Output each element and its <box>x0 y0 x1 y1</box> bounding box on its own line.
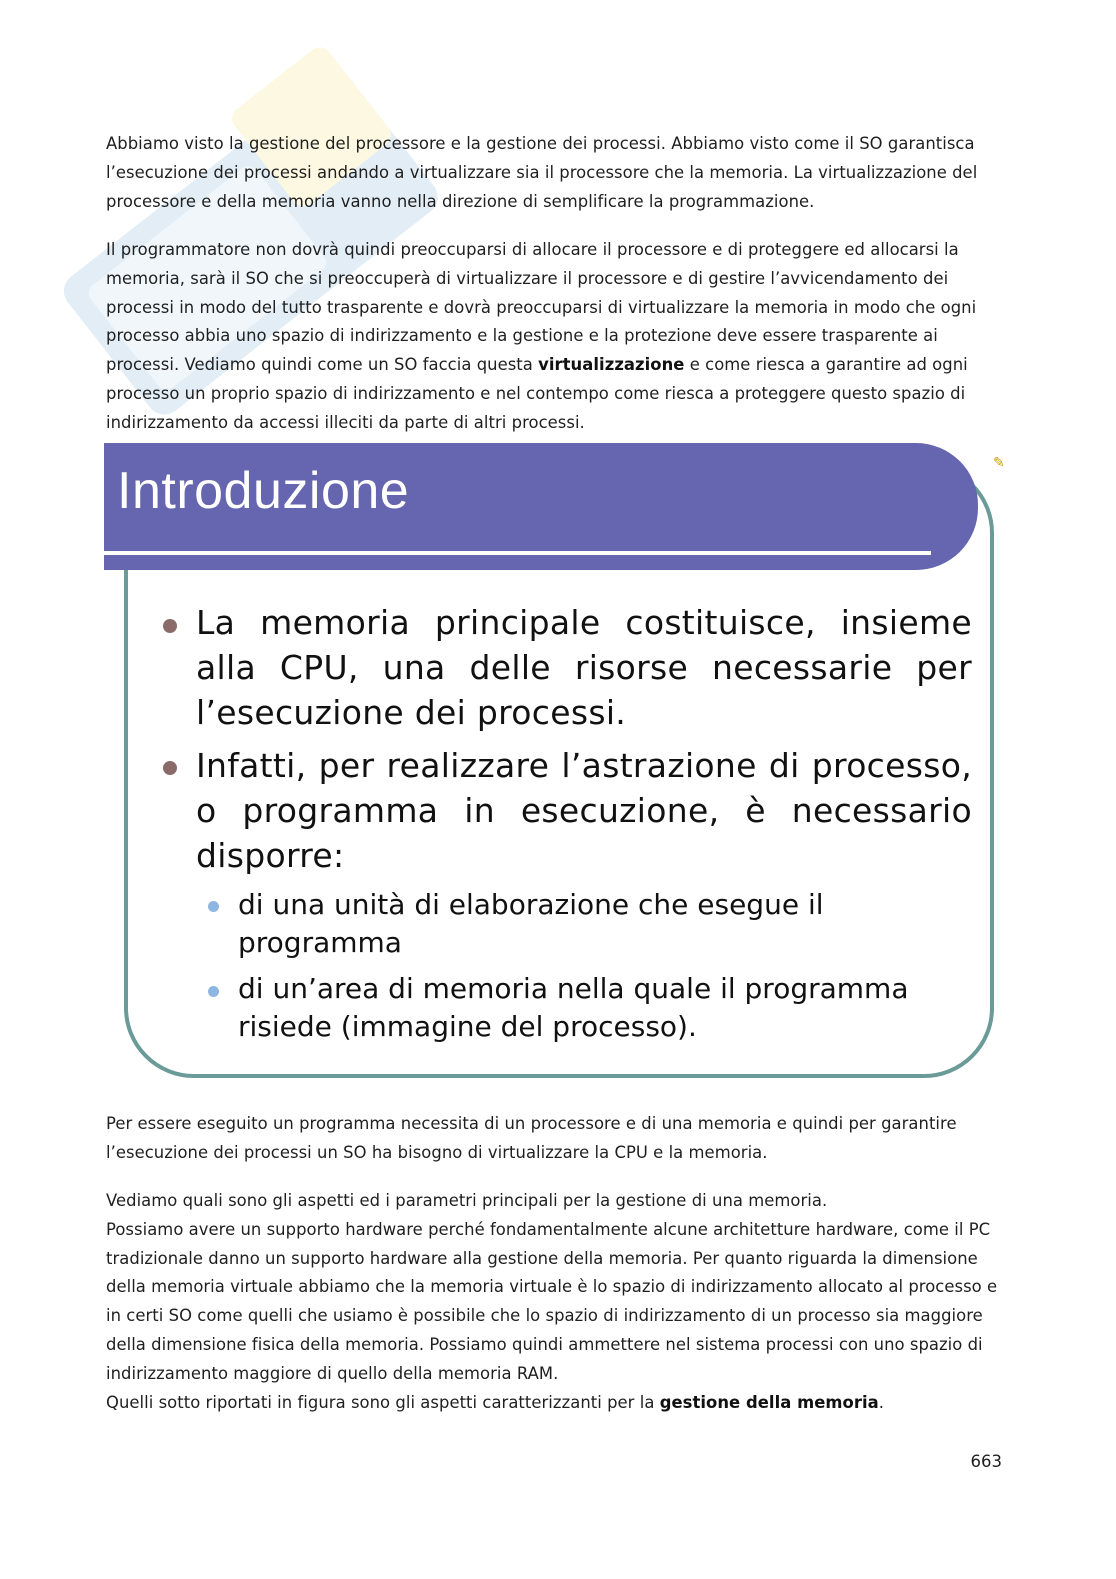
bold-term-gestione-memoria: gestione della memoria <box>659 1392 879 1412</box>
intro-paragraph: Abbiamo visto la gestione del processore e la gestione dei processi. Abbiamo visto come il SO garantisca l’esecuzione dei processi andando a virtualizzare sia il processore che la memoria. La virtualizzazione del processore e della memoria vanno nella direzione di semplificare la programmazione. <box>106 134 978 211</box>
slide-header <box>104 443 978 570</box>
sub-bullet-icon <box>208 986 219 997</box>
cpu-memory-paragraph: Per essere eseguito un programma necessita di un processore e di una memoria e quindi per garantire l’esecuzione dei processi un SO ha bisogno di virtualizzare la CPU e la memoria. <box>106 1114 957 1162</box>
slide-sub-bullet-1: di una unità di elaborazione che esegue il programma <box>238 888 824 959</box>
paragraph-text: . <box>878 1392 885 1412</box>
memory-management-paragraph <box>106 1187 1006 1417</box>
page-number: 663 <box>970 1452 1002 1471</box>
slide-bullet-1: La memoria principale costituisce, insieme alla CPU, una delle risorse necessarie per l’esecuzione dei processi. <box>196 603 972 732</box>
bold-term-virtualizzazione: virtualizzazione <box>538 355 685 375</box>
slide-title: Introduzione <box>117 462 410 520</box>
paragraph-text: e come riesca a garantire ad ogni processo un proprio spazio di indirizzamento e nel contempo come riesca a proteggere questo spazio di indirizzamento da accessi illeciti da parte di altri processi. <box>106 355 968 432</box>
slide-sub-bullet-2: di un’area di memoria nella quale il programma risiede (immagine del processo). <box>238 972 909 1043</box>
bullet-icon <box>163 761 177 775</box>
sub-bullet-icon <box>208 901 219 912</box>
pencil-icon: ✎ <box>993 455 1005 471</box>
slide-bullet-2: Infatti, per realizzare l’astrazione di processo, o programma in esecuzione, è necessario disporre: <box>196 746 972 875</box>
slide-header-divider <box>104 551 931 555</box>
paragraph-text: Quelli sotto riportati in figura sono gli aspetti caratterizzanti per la <box>106 1392 660 1412</box>
paragraph-line: Vediamo quali sono gli aspetti ed i parametri principali per la gestione di una memoria. <box>106 1191 828 1210</box>
slide-figure <box>104 443 1004 1088</box>
virtualization-paragraph <box>106 236 1006 438</box>
paragraph-text: Il programmatore non dovrà quindi preoccuparsi di allocare il processore e di proteggere ed allocarsi la memoria, sarà il SO che si preoccuperà di virtualizzare il processore e di gestire l’avvicendamento dei processi in modo del tutto trasparente e dovrà preoccuparsi di virtualizzare la memoria in modo che ogni processo abbia uno spazio di indirizzamento e la gestione e la protezione deve essere trasparente ai processi. Vediamo quindi come un SO faccia questa <box>106 240 977 375</box>
bullet-icon <box>163 619 177 633</box>
paragraph-line: Possiamo avere un supporto hardware perché fondamentalmente alcune architetture hardware, come il PC tradizionale danno un supporto hardware alla gestione della memoria. Per quanto riguarda la dimensione della memoria virtuale abbiamo che la memoria virtuale è lo spazio di indirizzamento allocato al processo e in certi SO come quelli che usiamo è possibile che lo spazio di indirizzamento di un processo sia maggiore della dimensione fisica della memoria. Possiamo quindi ammettere nel sistema processi con uno spazio di indirizzamento maggiore di quello della memoria RAM. <box>106 1219 998 1383</box>
paragraph-line <box>106 1389 1006 1418</box>
